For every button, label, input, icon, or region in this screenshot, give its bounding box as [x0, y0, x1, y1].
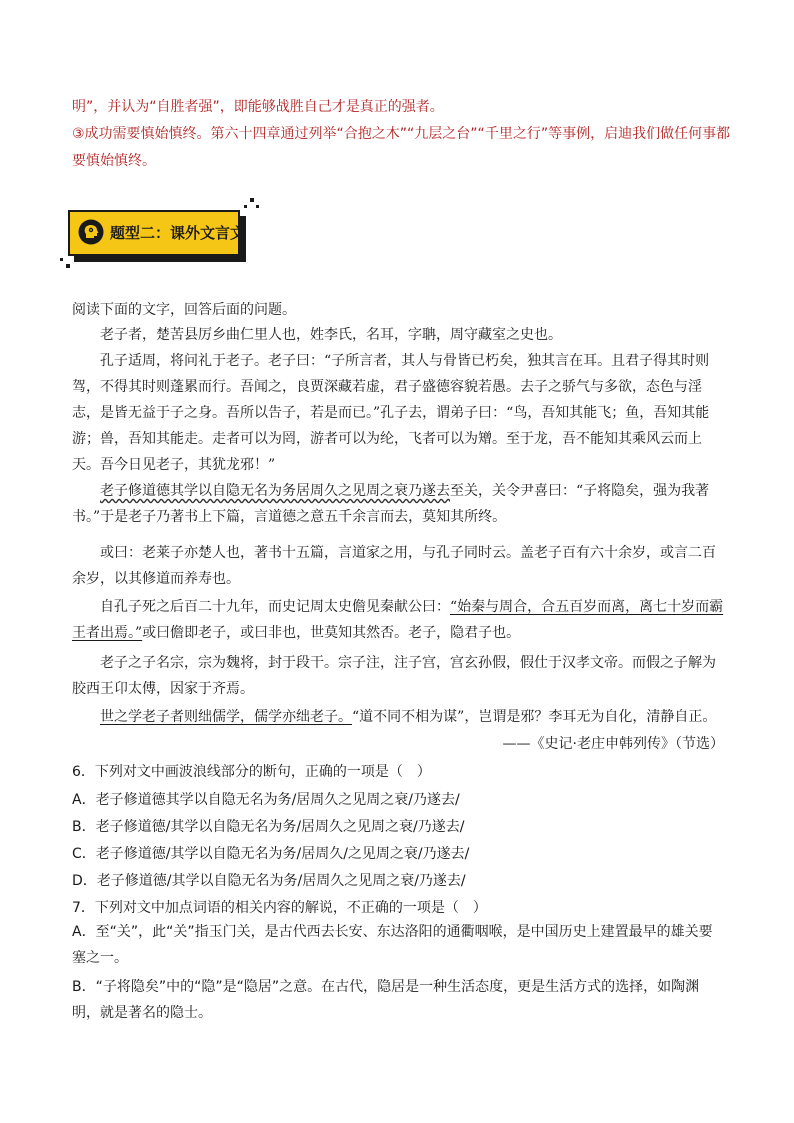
question-7-stem: 7．下列对文中加点词语的相关内容的解说，不正确的一项是（ ）	[72, 900, 487, 916]
summary-line-2: ③成功需要慎始慎终。第六十四章通过列举“合抱之木”“九层之台”“千里之行”等事例，启迪我们做任何事都	[72, 126, 731, 142]
question-6-stem: 6．下列对文中画波浪线部分的断句，正确的一项是（ ）	[72, 764, 431, 780]
banner-decoration	[66, 264, 70, 268]
section-banner	[68, 210, 248, 262]
question-6-option-b: B．老子修道德/其学以自隐无名为务/居周久之见周之衰/乃遂去/	[72, 819, 465, 835]
question-6-option-c: C．老子修道德/其学以自隐无名为务/居周久/之见周之衰/乃遂去/	[72, 846, 470, 862]
question-6-option-d: D．老子修道德/其学以自隐无名为务/居周久之见周之衰/乃遂去/	[72, 873, 466, 889]
passage-source: ——《史记·老庄申韩列传》（节选）	[502, 736, 724, 752]
banner-decoration	[250, 198, 254, 202]
brain-head-icon	[78, 219, 104, 245]
summary-line-3: 要慎始慎终。	[72, 153, 156, 169]
passage-paragraph-4: 或曰：老莱子亦楚人也，著书十五篇，言道家之用，与孔子同时云。盖老子百有六十余岁，或言二百余岁，以其修道而养寿也。	[72, 545, 716, 587]
passage-paragraph-7: 世之学老子者则绌儒学，儒学亦绌老子。“道不同不相为谋”，岂谓是邪？李耳无为自化，清静自正。	[100, 709, 717, 725]
banner-decoration	[60, 258, 63, 261]
underlined-sentence: “始秦与周合，合五百岁而离，离七十岁而霸王者出焉。”	[72, 599, 724, 641]
passage-paragraph-5: 自孔子死之后百二十九年，而史记周太史儋见秦献公曰：“始秦与周合，合五百岁而离，离七十岁而霸王者出焉。”或曰儋即老子，或曰非也，世莫知其然否。老子，隐君子也。	[72, 599, 724, 641]
question-6-option-a: A．老子修道德其学以自隐无名为务/居周久之见周之衰/乃遂去/	[72, 792, 460, 808]
banner-decoration	[256, 205, 259, 208]
question-7-option-a: A．至“关”，此“关”指玉门关，是古代西去长安、东达洛阳的通衢咽喉，是中国历史上建置最早的雄关要塞之一。	[72, 924, 713, 966]
reading-instruction: 阅读下面的文字，回答后面的问题。	[72, 302, 296, 318]
banner-decoration	[244, 205, 247, 208]
summary-line-1: 明”，并认为“自胜者强”，即能够战胜自己才是真正的强者。	[72, 99, 444, 115]
question-7-option-b: B．“子将隐矣”中的“隐”是“隐居”之意。在古代，隐居是一种生活态度，更是生活方式的选择，如陶渊明，就是著名的隐士。	[72, 979, 700, 1021]
underlined-sentence: 世之学老子者则绌儒学，儒学亦绌老子。	[100, 709, 352, 725]
wavy-underlined-sentence: 老子修道德其学以自隐无名为务居周久之见周之衰乃遂去	[100, 483, 450, 499]
passage-paragraph-6: 老子之子名宗，宗为魏将，封于段干。宗子注，注子宫，宫玄孙假，假仕于汉孝文帝。而假之子解为胶西王卬太傅，因家于齐焉。	[72, 655, 716, 697]
passage-paragraph-1: 老子者，楚苦县厉乡曲仁里人也，姓李氏，名耳，字聃，周守藏室之史也。	[100, 327, 562, 343]
passage-paragraph-3: 老子修道德其学以自隐无名为务居周久之见周之衰乃遂去至关，关令尹喜曰：“子将隐矣，强为我著书。”于是老子乃著书上下篇，言道德之意五千余言而去，莫知其所终。	[72, 483, 710, 525]
banner-title: 题型二：课外文言文	[110, 224, 246, 242]
passage-paragraph-2: 孔子适周，将问礼于老子。老子曰：“子所言者，其人与骨皆已朽矣，独其言在耳。且君子得其时则驾，不得其时则蓬累而行。吾闻之，良贾深藏若虚，君子盛德容貌若愚。去子之骄气与多欲，态色与淫志，是皆无益于子之身。吾所以告子，若是而已。”孔子去，谓弟子曰：“鸟，吾知其能飞；鱼，吾知其能游；兽，吾知其能走。走者可以为罔，游者可以为纶，飞者可以为矰。至于龙，吾不能知其乘风云而上天。吾今日见老子，其犹龙邪！”	[72, 353, 710, 473]
